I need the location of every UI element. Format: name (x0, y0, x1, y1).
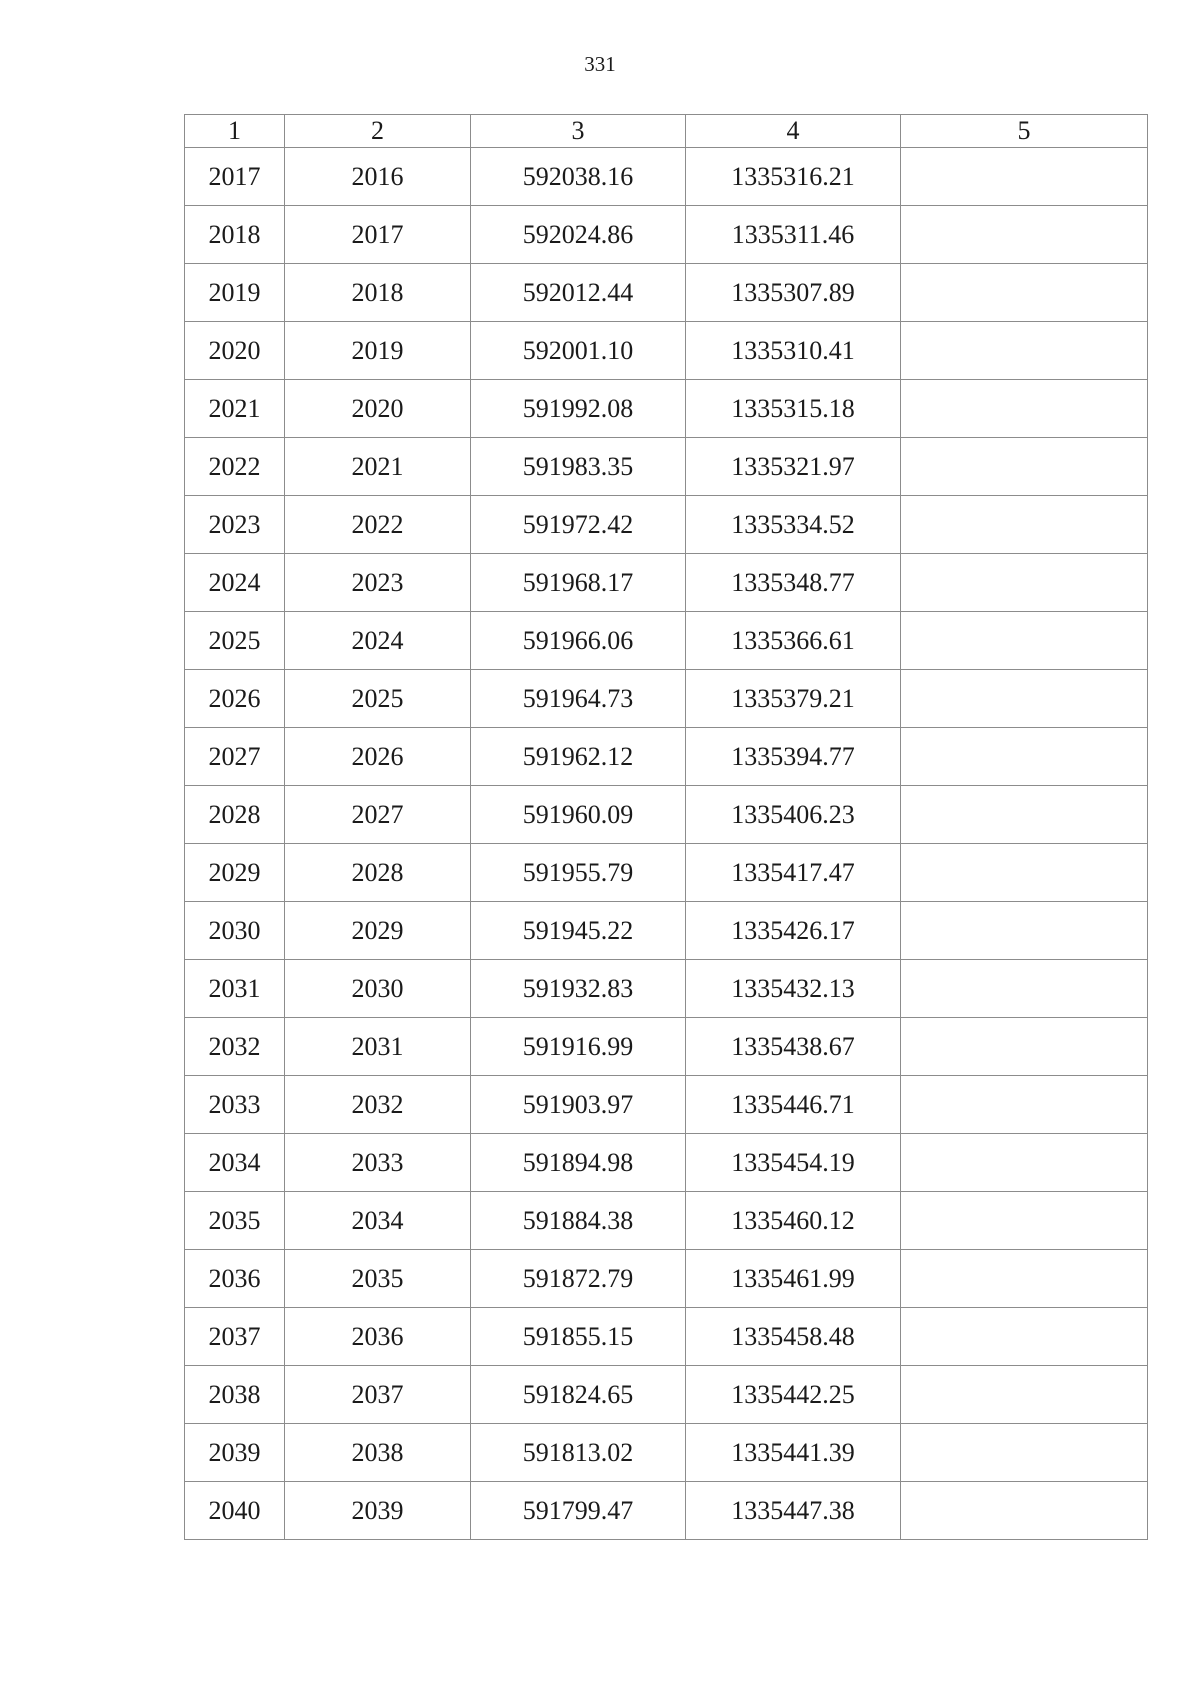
table-cell-col-5 (901, 1366, 1148, 1424)
table-cell-col-3: 591855.15 (471, 1308, 686, 1366)
table-cell-col-3: 591799.47 (471, 1482, 686, 1540)
table-cell-col-5 (901, 1018, 1148, 1076)
table-cell-col-1: 2030 (185, 902, 285, 960)
table-cell-col-5 (901, 728, 1148, 786)
table-row (185, 786, 1148, 844)
table-cell-col-1: 2028 (185, 786, 285, 844)
table-cell-col-3: 591992.08 (471, 380, 686, 438)
table-row (185, 728, 1148, 786)
table-cell-col-4: 1335432.13 (686, 960, 901, 1018)
table-row (185, 960, 1148, 1018)
header-row (185, 115, 1148, 148)
table-cell-col-5 (901, 206, 1148, 264)
table-cell-col-1: 2018 (185, 206, 285, 264)
table-cell-col-5 (901, 960, 1148, 1018)
table-cell-col-5 (901, 554, 1148, 612)
table-cell-col-1: 2027 (185, 728, 285, 786)
table-cell-col-2: 2034 (285, 1192, 471, 1250)
table-cell-col-1: 2037 (185, 1308, 285, 1366)
table-cell-col-5 (901, 1308, 1148, 1366)
table-cell-col-2: 2023 (285, 554, 471, 612)
table-row (185, 380, 1148, 438)
table-cell-col-2: 2032 (285, 1076, 471, 1134)
table-cell-col-5 (901, 148, 1148, 206)
table-cell-col-4: 1335311.46 (686, 206, 901, 264)
table-cell-col-1: 2025 (185, 612, 285, 670)
table-cell-col-5 (901, 1192, 1148, 1250)
table-cell-col-1: 2040 (185, 1482, 285, 1540)
table-cell-col-1: 2036 (185, 1250, 285, 1308)
table-row (185, 1134, 1148, 1192)
table-cell-col-4: 1335307.89 (686, 264, 901, 322)
table-header (185, 115, 1148, 148)
column-header-1: 1 (185, 115, 285, 148)
table-row (185, 1482, 1148, 1540)
table-cell-col-2: 2024 (285, 612, 471, 670)
table-cell-col-3: 591968.17 (471, 554, 686, 612)
table-row (185, 206, 1148, 264)
table-cell-col-3: 591894.98 (471, 1134, 686, 1192)
table-row (185, 1308, 1148, 1366)
table-row (185, 612, 1148, 670)
table-cell-col-2: 2037 (285, 1366, 471, 1424)
table-cell-col-2: 2021 (285, 438, 471, 496)
table-cell-col-5 (901, 1250, 1148, 1308)
table-cell-col-1: 2031 (185, 960, 285, 1018)
table-cell-col-4: 1335458.48 (686, 1308, 901, 1366)
table-cell-col-3: 591903.97 (471, 1076, 686, 1134)
table-cell-col-3: 591932.83 (471, 960, 686, 1018)
table-cell-col-4: 1335454.19 (686, 1134, 901, 1192)
table-cell-col-3: 591983.35 (471, 438, 686, 496)
table-cell-col-2: 2022 (285, 496, 471, 554)
table-row (185, 844, 1148, 902)
table-cell-col-3: 591964.73 (471, 670, 686, 728)
table-cell-col-5 (901, 1076, 1148, 1134)
table-cell-col-3: 591960.09 (471, 786, 686, 844)
table-cell-col-2: 2038 (285, 1424, 471, 1482)
table-cell-col-2: 2035 (285, 1250, 471, 1308)
table-cell-col-4: 1335348.77 (686, 554, 901, 612)
column-header-4: 4 (686, 115, 901, 148)
table-row (185, 264, 1148, 322)
table-cell-col-2: 2039 (285, 1482, 471, 1540)
table-cell-col-2: 2027 (285, 786, 471, 844)
table-cell-col-2: 2016 (285, 148, 471, 206)
table-cell-col-3: 592012.44 (471, 264, 686, 322)
table-cell-col-4: 1335442.25 (686, 1366, 901, 1424)
table-cell-col-2: 2025 (285, 670, 471, 728)
table-cell-col-5 (901, 612, 1148, 670)
table-cell-col-3: 591813.02 (471, 1424, 686, 1482)
table-cell-col-3: 591972.42 (471, 496, 686, 554)
table-row (185, 322, 1148, 380)
table-cell-col-4: 1335394.77 (686, 728, 901, 786)
table-cell-col-2: 2033 (285, 1134, 471, 1192)
table-cell-col-5 (901, 1134, 1148, 1192)
table-cell-col-4: 1335417.47 (686, 844, 901, 902)
table-cell-col-5 (901, 438, 1148, 496)
table-cell-col-1: 2021 (185, 380, 285, 438)
table-cell-col-3: 591962.12 (471, 728, 686, 786)
table-cell-col-2: 2026 (285, 728, 471, 786)
table-row (185, 554, 1148, 612)
table-cell-col-2: 2019 (285, 322, 471, 380)
table-cell-col-2: 2028 (285, 844, 471, 902)
table-cell-col-4: 1335321.97 (686, 438, 901, 496)
table-row (185, 1018, 1148, 1076)
table-cell-col-4: 1335461.99 (686, 1250, 901, 1308)
table-cell-col-3: 592038.16 (471, 148, 686, 206)
table-cell-col-1: 2019 (185, 264, 285, 322)
table-cell-col-4: 1335316.21 (686, 148, 901, 206)
table-cell-col-3: 591872.79 (471, 1250, 686, 1308)
table-row (185, 148, 1148, 206)
table-cell-col-1: 2023 (185, 496, 285, 554)
table-cell-col-1: 2032 (185, 1018, 285, 1076)
table-cell-col-1: 2033 (185, 1076, 285, 1134)
table-cell-col-4: 1335406.23 (686, 786, 901, 844)
table-cell-col-5 (901, 380, 1148, 438)
table-cell-col-4: 1335315.18 (686, 380, 901, 438)
table-cell-col-4: 1335334.52 (686, 496, 901, 554)
table-cell-col-2: 2036 (285, 1308, 471, 1366)
table-cell-col-2: 2017 (285, 206, 471, 264)
table-cell-col-4: 1335426.17 (686, 902, 901, 960)
column-header-5: 5 (901, 115, 1148, 148)
table-cell-col-4: 1335310.41 (686, 322, 901, 380)
table-row (185, 1076, 1148, 1134)
table-cell-col-3: 591916.99 (471, 1018, 686, 1076)
table-cell-col-5 (901, 1482, 1148, 1540)
table-cell-col-5 (901, 844, 1148, 902)
table-cell-col-2: 2031 (285, 1018, 471, 1076)
page-number: 331 (584, 52, 616, 76)
table-cell-col-1: 2022 (185, 438, 285, 496)
table-cell-col-1: 2034 (185, 1134, 285, 1192)
table-cell-col-4: 1335446.71 (686, 1076, 901, 1134)
table-cell-col-1: 2039 (185, 1424, 285, 1482)
table-cell-col-5 (901, 786, 1148, 844)
table-row (185, 1250, 1148, 1308)
table-cell-col-3: 592001.10 (471, 322, 686, 380)
table-cell-col-5 (901, 1424, 1148, 1482)
table-cell-col-5 (901, 322, 1148, 380)
table-cell-col-3: 592024.86 (471, 206, 686, 264)
table-cell-col-2: 2029 (285, 902, 471, 960)
table-row (185, 1424, 1148, 1482)
table-cell-col-5 (901, 670, 1148, 728)
table-cell-col-2: 2020 (285, 380, 471, 438)
table-cell-col-3: 591945.22 (471, 902, 686, 960)
table-cell-col-4: 1335447.38 (686, 1482, 901, 1540)
table-cell-col-1: 2017 (185, 148, 285, 206)
table-cell-col-3: 591884.38 (471, 1192, 686, 1250)
table-cell-col-1: 2024 (185, 554, 285, 612)
table-cell-col-1: 2029 (185, 844, 285, 902)
table-cell-col-4: 1335438.67 (686, 1018, 901, 1076)
table-cell-col-4: 1335366.61 (686, 612, 901, 670)
table-cell-col-3: 591966.06 (471, 612, 686, 670)
table-cell-col-3: 591824.65 (471, 1366, 686, 1424)
table-cell-col-5 (901, 902, 1148, 960)
column-header-3: 3 (471, 115, 686, 148)
table-cell-col-5 (901, 264, 1148, 322)
table-cell-col-5 (901, 496, 1148, 554)
table-row (185, 438, 1148, 496)
table-cell-col-1: 2026 (185, 670, 285, 728)
table-cell-col-2: 2030 (285, 960, 471, 1018)
table-row (185, 496, 1148, 554)
table-row (185, 902, 1148, 960)
coordinates-table (184, 114, 1148, 1540)
table-cell-col-4: 1335379.21 (686, 670, 901, 728)
table-row (185, 670, 1148, 728)
table-row (185, 1366, 1148, 1424)
table-row (185, 1192, 1148, 1250)
table-cell-col-4: 1335460.12 (686, 1192, 901, 1250)
table-cell-col-1: 2020 (185, 322, 285, 380)
table-cell-col-2: 2018 (285, 264, 471, 322)
table-cell-col-4: 1335441.39 (686, 1424, 901, 1482)
table-cell-col-1: 2038 (185, 1366, 285, 1424)
column-header-2: 2 (285, 115, 471, 148)
table-body (185, 148, 1148, 1540)
table-cell-col-1: 2035 (185, 1192, 285, 1250)
table-cell-col-3: 591955.79 (471, 844, 686, 902)
